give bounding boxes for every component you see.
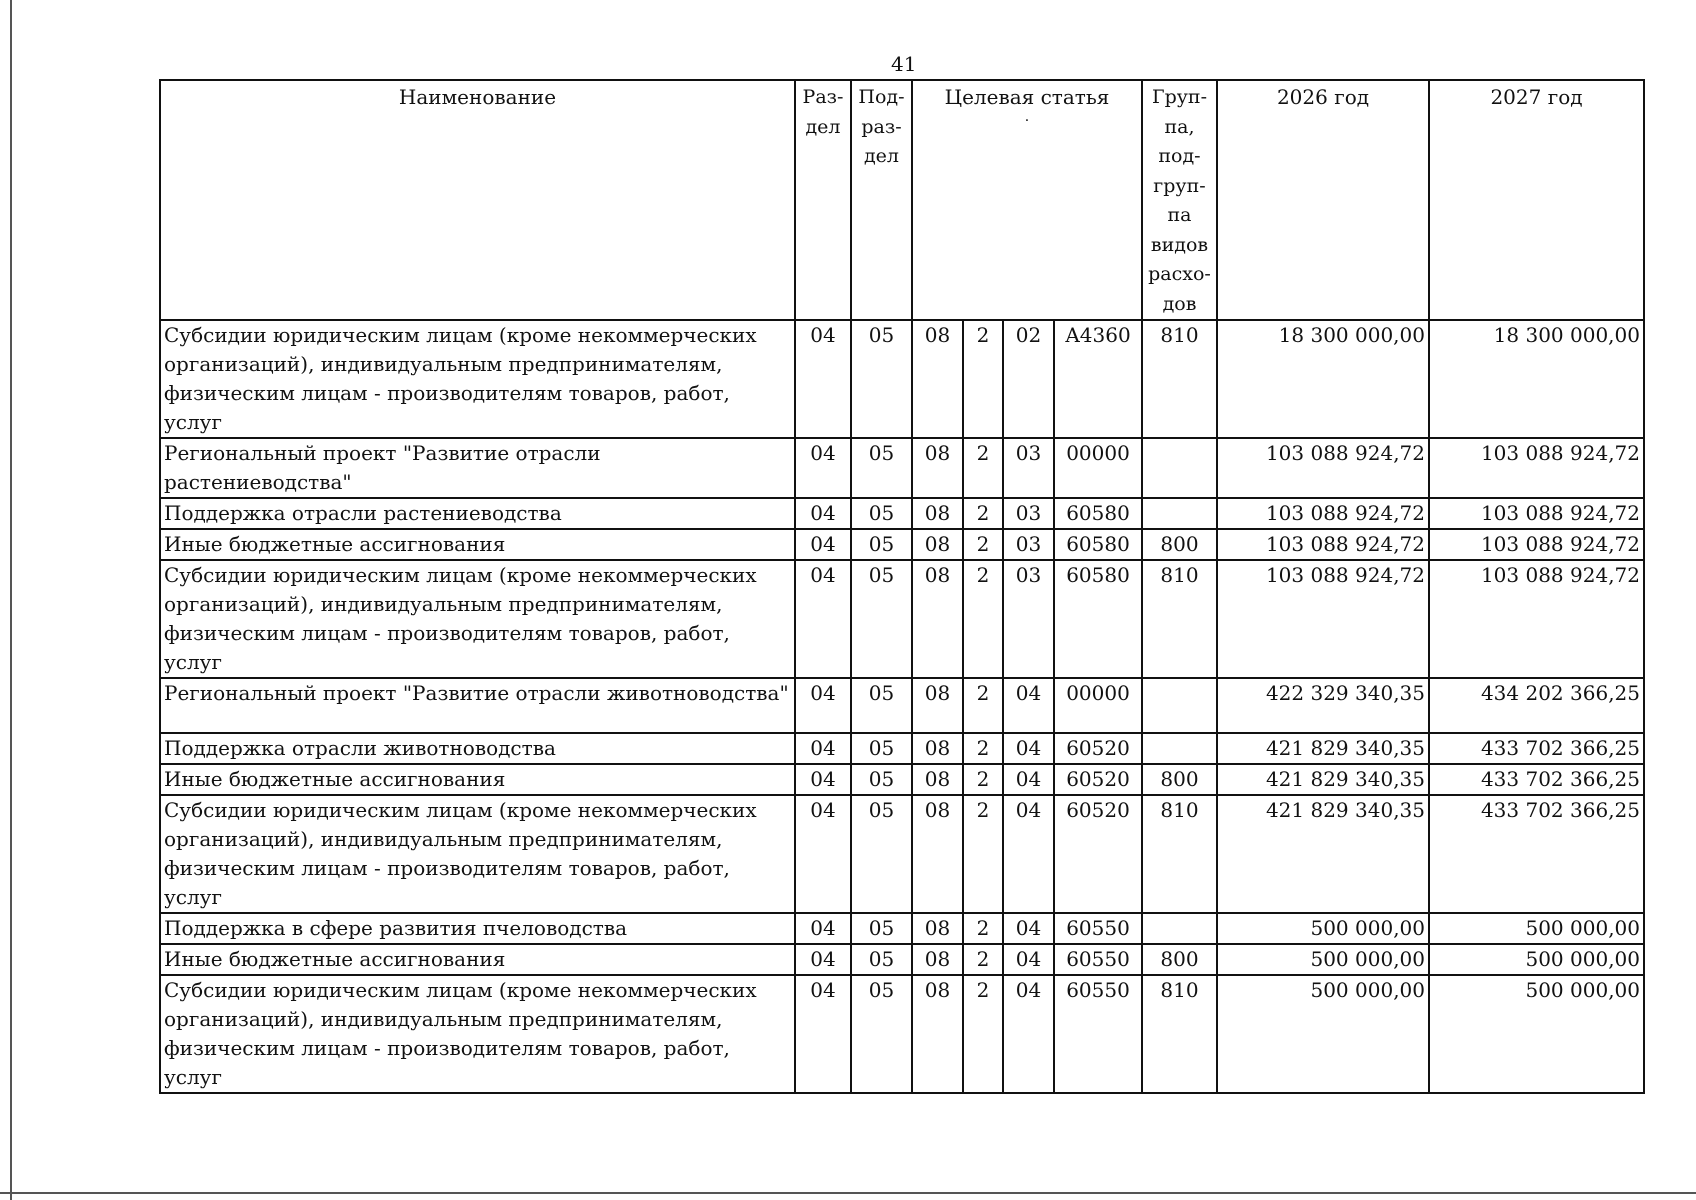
table-row xyxy=(160,560,1644,678)
header-year-2026: 2026 год xyxy=(1217,80,1429,320)
table-row xyxy=(160,975,1644,1093)
row-subsection: 05 xyxy=(851,764,912,795)
row-amount-2026: 422 329 340,35 xyxy=(1217,678,1429,733)
row-target-direction: 60580 xyxy=(1054,529,1142,560)
row-target-event: 03 xyxy=(1003,498,1054,529)
row-target-program: 08 xyxy=(912,975,963,1093)
row-section: 04 xyxy=(795,498,851,529)
table-row xyxy=(160,913,1644,944)
row-expense-group: 810 xyxy=(1142,795,1217,913)
row-subsection: 05 xyxy=(851,498,912,529)
row-target-subprogram: 2 xyxy=(963,529,1003,560)
row-amount-2026: 103 088 924,72 xyxy=(1217,438,1429,498)
row-target-subprogram: 2 xyxy=(963,975,1003,1093)
row-target-event: 04 xyxy=(1003,944,1054,975)
row-amount-2027: 500 000,00 xyxy=(1429,913,1644,944)
row-section: 04 xyxy=(795,529,851,560)
table-row xyxy=(160,733,1644,764)
row-subsection: 05 xyxy=(851,320,912,438)
row-name: Региональный проект "Развитие отрасли животноводства" xyxy=(160,678,795,733)
row-subsection: 05 xyxy=(851,560,912,678)
row-subsection: 05 xyxy=(851,975,912,1093)
row-target-direction: 60520 xyxy=(1054,733,1142,764)
row-target-program: 08 xyxy=(912,678,963,733)
row-target-program: 08 xyxy=(912,438,963,498)
row-section: 04 xyxy=(795,733,851,764)
row-expense-group: 800 xyxy=(1142,529,1217,560)
row-amount-2027: 103 088 924,72 xyxy=(1429,529,1644,560)
row-name: Субсидии юридическим лицам (кроме некоммерческих организаций), индивидуальным предпринимателям, физическим лицам - производителям товаров, работ, услуг xyxy=(160,795,795,913)
table-row xyxy=(160,944,1644,975)
row-target-direction: 60550 xyxy=(1054,913,1142,944)
row-amount-2027: 18 300 000,00 xyxy=(1429,320,1644,438)
row-name: Субсидии юридическим лицам (кроме некоммерческих организаций), индивидуальным предпринимателям, физическим лицам - производителям товаров, работ, услуг xyxy=(160,320,795,438)
row-amount-2027: 103 088 924,72 xyxy=(1429,560,1644,678)
row-target-event: 04 xyxy=(1003,975,1054,1093)
budget-table xyxy=(159,79,1645,1094)
row-target-program: 08 xyxy=(912,320,963,438)
row-target-program: 08 xyxy=(912,944,963,975)
row-target-program: 08 xyxy=(912,529,963,560)
row-target-direction: 60520 xyxy=(1054,764,1142,795)
header-subsection: Под- раз- дел xyxy=(851,80,912,320)
row-amount-2026: 18 300 000,00 xyxy=(1217,320,1429,438)
row-section: 04 xyxy=(795,944,851,975)
row-target-program: 08 xyxy=(912,795,963,913)
row-target-subprogram: 2 xyxy=(963,498,1003,529)
row-section: 04 xyxy=(795,320,851,438)
row-amount-2026: 103 088 924,72 xyxy=(1217,560,1429,678)
row-target-direction: 60550 xyxy=(1054,975,1142,1093)
header-name: Наименование xyxy=(160,80,795,320)
row-target-subprogram: 2 xyxy=(963,944,1003,975)
row-section: 04 xyxy=(795,795,851,913)
table-row xyxy=(160,764,1644,795)
row-section: 04 xyxy=(795,438,851,498)
row-amount-2027: 433 702 366,25 xyxy=(1429,764,1644,795)
row-target-direction: 60550 xyxy=(1054,944,1142,975)
row-amount-2026: 500 000,00 xyxy=(1217,944,1429,975)
header-year-2027: 2027 год xyxy=(1429,80,1644,320)
row-target-event: 04 xyxy=(1003,764,1054,795)
row-target-program: 08 xyxy=(912,560,963,678)
row-amount-2026: 421 829 340,35 xyxy=(1217,764,1429,795)
row-target-event: 04 xyxy=(1003,733,1054,764)
row-amount-2027: 500 000,00 xyxy=(1429,944,1644,975)
row-amount-2026: 500 000,00 xyxy=(1217,975,1429,1093)
row-name: Поддержка отрасли растениеводства xyxy=(160,498,795,529)
table-row xyxy=(160,438,1644,498)
row-target-subprogram: 2 xyxy=(963,560,1003,678)
row-name: Региональный проект "Развитие отрасли растениеводства" xyxy=(160,438,795,498)
row-name: Иные бюджетные ассигнования xyxy=(160,944,795,975)
row-subsection: 05 xyxy=(851,733,912,764)
scan-edge-left xyxy=(10,0,12,1200)
row-expense-group xyxy=(1142,913,1217,944)
row-name: Иные бюджетные ассигнования xyxy=(160,764,795,795)
row-target-direction: A4360 xyxy=(1054,320,1142,438)
row-amount-2026: 103 088 924,72 xyxy=(1217,498,1429,529)
row-target-program: 08 xyxy=(912,498,963,529)
row-expense-group: 810 xyxy=(1142,975,1217,1093)
row-section: 04 xyxy=(795,678,851,733)
row-target-program: 08 xyxy=(912,913,963,944)
header-section: Раз- дел xyxy=(795,80,851,320)
row-subsection: 05 xyxy=(851,438,912,498)
row-subsection: 05 xyxy=(851,913,912,944)
row-target-subprogram: 2 xyxy=(963,913,1003,944)
row-target-event: 04 xyxy=(1003,678,1054,733)
row-name: Поддержка отрасли животноводства xyxy=(160,733,795,764)
scan-edge-bottom xyxy=(0,1192,1696,1194)
page-number: 41 xyxy=(891,52,917,76)
row-amount-2026: 103 088 924,72 xyxy=(1217,529,1429,560)
row-amount-2026: 421 829 340,35 xyxy=(1217,733,1429,764)
row-section: 04 xyxy=(795,975,851,1093)
row-section: 04 xyxy=(795,913,851,944)
row-expense-group xyxy=(1142,438,1217,498)
row-subsection: 05 xyxy=(851,944,912,975)
row-target-subprogram: 2 xyxy=(963,733,1003,764)
row-amount-2027: 433 702 366,25 xyxy=(1429,733,1644,764)
row-name: Иные бюджетные ассигнования xyxy=(160,529,795,560)
row-target-direction: 60580 xyxy=(1054,498,1142,529)
table-row xyxy=(160,529,1644,560)
row-target-subprogram: 2 xyxy=(963,320,1003,438)
row-target-subprogram: 2 xyxy=(963,438,1003,498)
row-amount-2027: 103 088 924,72 xyxy=(1429,498,1644,529)
row-expense-group: 810 xyxy=(1142,560,1217,678)
row-expense-group xyxy=(1142,733,1217,764)
row-name: Субсидии юридическим лицам (кроме некоммерческих организаций), индивидуальным предпринимателям, физическим лицам - производителям товаров, работ, услуг xyxy=(160,975,795,1093)
row-target-direction: 00000 xyxy=(1054,678,1142,733)
table-row xyxy=(160,498,1644,529)
row-target-event: 03 xyxy=(1003,529,1054,560)
row-target-program: 08 xyxy=(912,764,963,795)
header-group: Груп- па, под- груп- па видов расхо- дов xyxy=(1142,80,1217,320)
row-target-subprogram: 2 xyxy=(963,678,1003,733)
row-target-event: 02 xyxy=(1003,320,1054,438)
row-target-program: 08 xyxy=(912,733,963,764)
table-row xyxy=(160,320,1644,438)
row-target-event: 04 xyxy=(1003,913,1054,944)
row-target-direction: 60580 xyxy=(1054,560,1142,678)
row-amount-2027: 500 000,00 xyxy=(1429,975,1644,1093)
row-amount-2026: 500 000,00 xyxy=(1217,913,1429,944)
row-name: Поддержка в сфере развития пчеловодства xyxy=(160,913,795,944)
row-target-direction: 60520 xyxy=(1054,795,1142,913)
table-header xyxy=(160,80,1644,320)
row-section: 04 xyxy=(795,560,851,678)
row-amount-2026: 421 829 340,35 xyxy=(1217,795,1429,913)
row-amount-2027: 433 702 366,25 xyxy=(1429,795,1644,913)
row-section: 04 xyxy=(795,764,851,795)
row-target-event: 03 xyxy=(1003,560,1054,678)
row-name: Субсидии юридическим лицам (кроме некоммерческих организаций), индивидуальным предпринимателям, физическим лицам - производителям товаров, работ, услуг xyxy=(160,560,795,678)
row-target-event: 04 xyxy=(1003,795,1054,913)
header-dot-mark: · xyxy=(1024,113,1030,129)
row-subsection: 05 xyxy=(851,678,912,733)
header-target-article: Целевая статья · xyxy=(912,80,1142,320)
row-subsection: 05 xyxy=(851,795,912,913)
row-expense-group xyxy=(1142,498,1217,529)
table-body xyxy=(160,320,1644,1093)
table-row xyxy=(160,795,1644,913)
row-amount-2027: 103 088 924,72 xyxy=(1429,438,1644,498)
row-amount-2027: 434 202 366,25 xyxy=(1429,678,1644,733)
row-target-subprogram: 2 xyxy=(963,795,1003,913)
row-expense-group xyxy=(1142,678,1217,733)
row-target-direction: 00000 xyxy=(1054,438,1142,498)
row-expense-group: 800 xyxy=(1142,944,1217,975)
row-expense-group: 810 xyxy=(1142,320,1217,438)
row-subsection: 05 xyxy=(851,529,912,560)
row-expense-group: 800 xyxy=(1142,764,1217,795)
row-target-event: 03 xyxy=(1003,438,1054,498)
row-target-subprogram: 2 xyxy=(963,764,1003,795)
table-row xyxy=(160,678,1644,733)
